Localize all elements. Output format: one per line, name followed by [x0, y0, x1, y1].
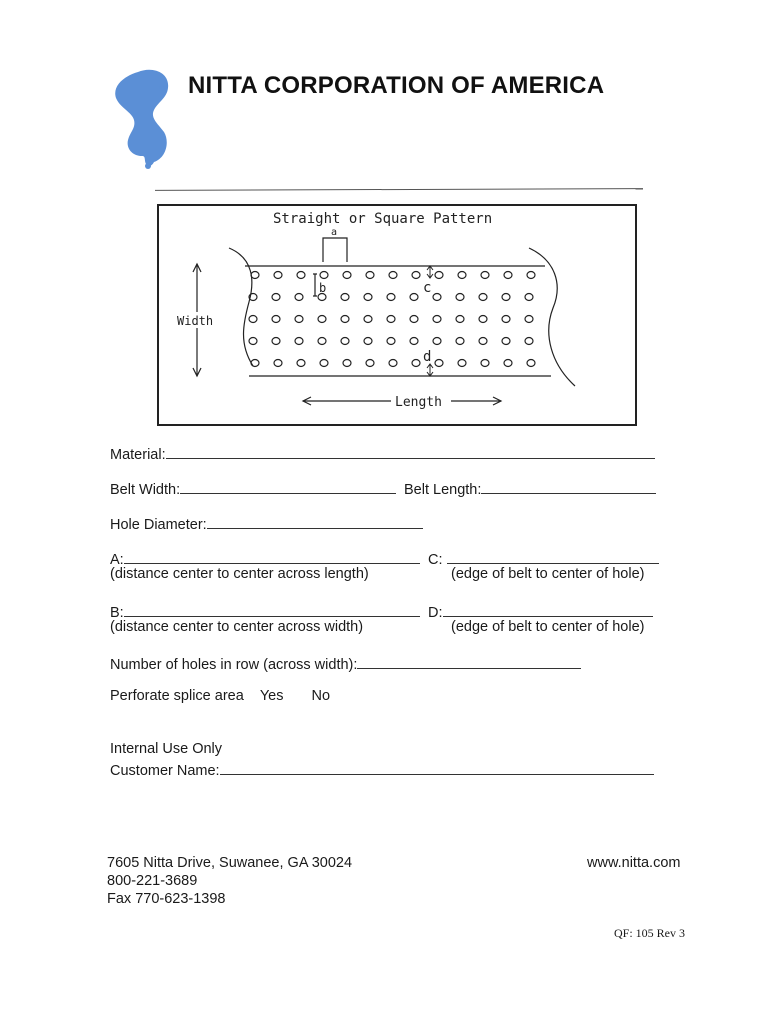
perforation-hole	[435, 272, 443, 279]
footer-website[interactable]: www.nitta.com	[587, 855, 681, 871]
form-code: QF: 105 Rev 3	[614, 926, 686, 940]
c-hint: (edge of belt to center of hole)	[451, 566, 645, 582]
perforation-hole	[433, 316, 441, 323]
perforation-hole	[318, 316, 326, 323]
material-label: Material:	[110, 447, 166, 463]
perforation-hole	[389, 272, 397, 279]
perforation-hole	[274, 272, 282, 279]
c-row	[428, 548, 659, 568]
internal-use-label: Internal Use Only	[110, 741, 223, 757]
perforation-hole	[366, 360, 374, 367]
belt-width-label: Belt Width:	[110, 482, 181, 498]
a-input-line[interactable]	[124, 548, 420, 564]
perforation-hole	[502, 294, 510, 301]
perforation-hole	[272, 316, 280, 323]
diagram-label-a: a	[331, 227, 338, 238]
customer-name-label: Customer Name:	[110, 763, 220, 779]
perforation-hole	[320, 272, 328, 279]
perforate-label: Perforate splice area	[110, 688, 244, 704]
perforation-hole	[525, 294, 533, 301]
perforation-hole	[458, 272, 466, 279]
perforation-hole	[274, 360, 282, 367]
perforation-hole	[525, 338, 533, 345]
perforation-hole	[341, 338, 349, 345]
b-input-line[interactable]	[124, 601, 420, 617]
perforation-hole	[502, 316, 510, 323]
perforation-hole	[456, 294, 464, 301]
perforation-hole	[502, 338, 510, 345]
a-row	[110, 548, 420, 568]
company-name: NITTA CORPORATION OF AMERICA	[188, 72, 605, 99]
perforation-hole	[366, 272, 374, 279]
perforation-hole	[364, 338, 372, 345]
c-label: C:	[428, 552, 443, 568]
hole-pattern	[249, 272, 535, 367]
diagram-label-width: Width	[177, 314, 214, 328]
perforation-hole	[479, 338, 487, 345]
perforation-hole	[343, 272, 351, 279]
perforation-hole	[295, 294, 303, 301]
perforation-hole	[410, 316, 418, 323]
perforation-hole	[504, 272, 512, 279]
perforation-hole	[527, 272, 535, 279]
belt-length-row	[404, 478, 656, 498]
perforation-hole	[456, 316, 464, 323]
perforation-hole	[525, 316, 533, 323]
perforation-hole	[387, 316, 395, 323]
d-label: D:	[428, 605, 443, 621]
perforation-hole	[320, 360, 328, 367]
perforation-hole	[295, 316, 303, 323]
perforation-hole	[481, 272, 489, 279]
perforation-hole	[249, 338, 257, 345]
material-input-line[interactable]	[166, 443, 655, 459]
perforation-hole	[297, 272, 305, 279]
perforation-hole	[389, 360, 397, 367]
perforation-hole	[341, 294, 349, 301]
d-input-line[interactable]	[443, 601, 653, 617]
perforation-hole	[433, 294, 441, 301]
customer-name-row	[110, 759, 654, 779]
perforate-yes-option[interactable]: Yes	[259, 688, 284, 704]
perforation-hole	[481, 360, 489, 367]
belt-width-input-line[interactable]	[180, 478, 396, 494]
perforation-hole	[364, 294, 372, 301]
perforation-hole	[251, 360, 259, 367]
belt-width-row	[110, 478, 396, 498]
perforation-hole	[364, 316, 372, 323]
perforation-hole	[251, 272, 259, 279]
material-row	[110, 443, 655, 463]
diagram-label-length: Length	[395, 395, 442, 410]
perforation-hole	[341, 316, 349, 323]
perforation-hole	[410, 338, 418, 345]
perforation-hole	[410, 294, 418, 301]
a-label: A:	[110, 552, 124, 568]
perforation-hole	[249, 316, 257, 323]
holes-in-row-row	[110, 653, 581, 673]
perforation-hole	[435, 360, 443, 367]
header-divider	[155, 188, 643, 191]
d-row	[428, 601, 653, 621]
footer-fax: Fax 770-623-1398	[107, 891, 226, 907]
perforation-hole	[295, 338, 303, 345]
perforation-pattern-diagram	[157, 204, 637, 426]
perforation-hole	[479, 316, 487, 323]
belt-length-input-line[interactable]	[481, 478, 656, 494]
diagram-label-d: d	[423, 349, 432, 365]
footer-contact	[107, 854, 352, 908]
perforation-hole	[456, 338, 464, 345]
perforation-hole	[297, 360, 305, 367]
perforation-hole	[504, 360, 512, 367]
perforation-hole	[318, 338, 326, 345]
perforation-hole	[458, 360, 466, 367]
b-row	[110, 601, 420, 621]
hole-diameter-label: Hole Diameter:	[110, 517, 207, 533]
hole-diameter-row	[110, 513, 423, 533]
footer-phone: 800-221-3689	[107, 873, 198, 889]
holes-in-row-input-line[interactable]	[357, 653, 581, 669]
perforation-hole	[272, 338, 280, 345]
c-input-line[interactable]	[447, 548, 659, 564]
b-hint: (distance center to center across width)	[110, 619, 364, 635]
perforation-hole	[272, 294, 280, 301]
perforation-hole	[387, 338, 395, 345]
perforation-hole	[343, 360, 351, 367]
nitta-logo-icon	[108, 66, 174, 170]
diagram-title: Straight or Square Pattern	[273, 211, 493, 227]
perforation-hole	[527, 360, 535, 367]
perforate-row	[110, 688, 330, 704]
perforation-hole	[412, 360, 420, 367]
perforate-no-option[interactable]: No	[311, 688, 331, 704]
holes-in-row-label: Number of holes in row (across width):	[110, 657, 358, 673]
footer-address: 7605 Nitta Drive, Suwanee, GA 30024	[107, 855, 353, 871]
hole-diameter-input-line[interactable]	[207, 513, 423, 529]
perforation-hole	[479, 294, 487, 301]
d-hint: (edge of belt to center of hole)	[451, 619, 645, 635]
diagram-label-c: c	[423, 280, 432, 296]
a-hint: (distance center to center across length)	[110, 566, 369, 582]
perforation-hole	[387, 294, 395, 301]
diagram-label-b: b	[319, 281, 327, 295]
b-label: B:	[110, 605, 124, 621]
belt-length-label: Belt Length:	[404, 482, 482, 498]
perforation-hole	[433, 338, 441, 345]
customer-name-input-line[interactable]	[220, 759, 654, 775]
perforation-hole	[412, 272, 420, 279]
